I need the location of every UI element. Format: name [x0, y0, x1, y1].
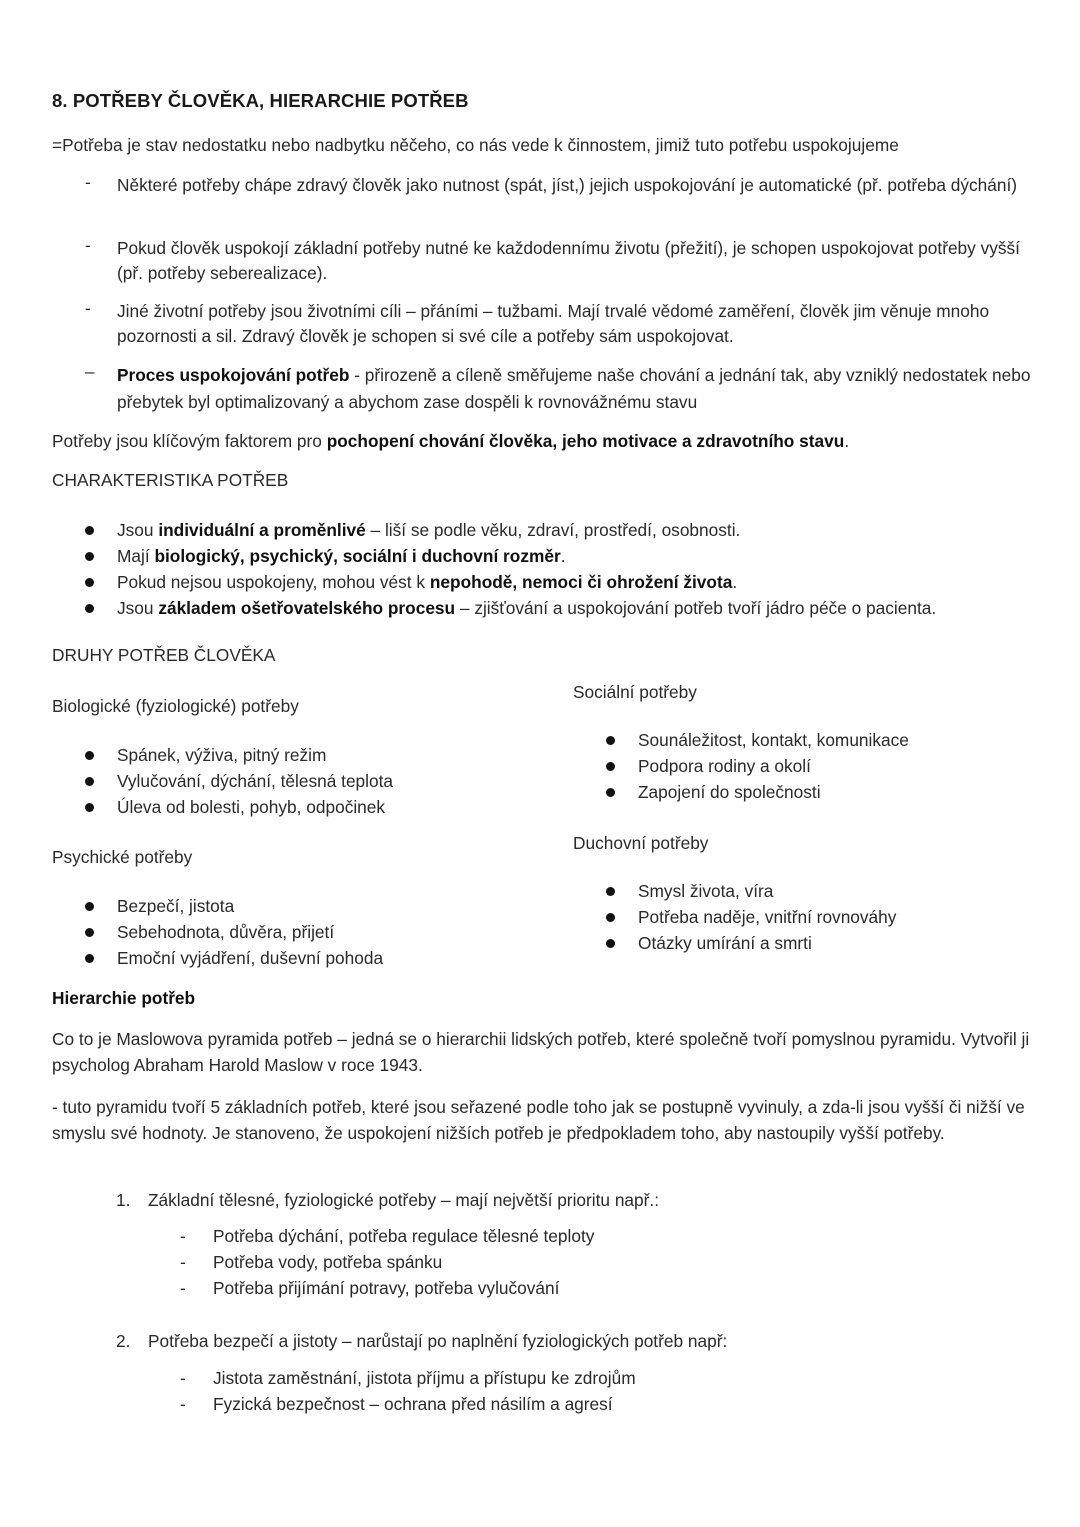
hierarchy-paragraph-1: Co to je Maslowova pyramida potřeb – jedná se o hierarchii lidských potřeb, které společně tvoří pomyslnou pyramidu. Vytvořil ji psycholog Abraham Harold Maslow v roce 1943.	[52, 1029, 1030, 1075]
item-number: 1.	[116, 1190, 131, 1210]
bullet-icon	[606, 939, 615, 948]
characteristics-heading: CHARAKTERISTIKA POTŘEB	[52, 470, 289, 490]
dash-marker: -	[85, 299, 91, 318]
dash-item-text: Jiné životní potřeby jsou životními cíli – přáními – tužbami. Mají trvalé vědomé zaměření, člověk jim věnuje mnoho pozornosti a sil. Zdravý člověk je schopen si své cíle a potřeby sám uspokojovat.	[117, 301, 990, 346]
dash-list-item	[85, 299, 1035, 349]
list-item	[180, 1223, 594, 1249]
list-item	[85, 794, 393, 820]
dash-marker: -	[85, 173, 91, 192]
bullet-icon	[606, 887, 615, 896]
bold-term: Proces uspokojování potřeb	[117, 365, 350, 385]
social-heading: Sociální potřeby	[573, 682, 697, 702]
dash-item-text: Pokud člověk uspokojí základní potřeby nutné ke každodennímu životu (přežití), je schopen uspokojovat potřeby vyšší (př. potřeby seberealizace).	[117, 238, 1020, 283]
list-item	[606, 904, 896, 930]
definition-text: je stav nedostatku nebo nadbytku něčeho, co nás vede k činnostem, jimiž tuto potřebu uspokojujeme	[122, 135, 899, 155]
item-number: 2.	[116, 1331, 131, 1351]
numbered-item	[116, 1187, 659, 1213]
list-item	[85, 595, 936, 621]
bullet-icon	[85, 578, 94, 587]
psychical-heading: Psychické potřeby	[52, 847, 193, 867]
bullet-icon	[606, 788, 615, 797]
numbered-item	[116, 1328, 727, 1354]
list-item	[85, 569, 936, 595]
item-text: Základní tělesné, fyziologické potřeby – mají největší prioritu např.:	[148, 1190, 660, 1210]
item-text: Sounáležitost, kontakt, komunikace	[638, 730, 909, 750]
characteristics-list	[85, 517, 936, 621]
item-pre: Jsou	[117, 520, 159, 540]
item-text: Potřeba vody, potřeba spánku	[213, 1252, 443, 1272]
item-text: Smysl života, víra	[638, 881, 774, 901]
list-item	[606, 727, 909, 753]
list-item	[180, 1249, 594, 1275]
bullet-icon	[606, 762, 615, 771]
item-text: Zapojení do společnosti	[638, 782, 821, 802]
item-bold: biologický, psychický, sociální i duchovní rozměr	[154, 546, 561, 566]
item-text: Emoční vyjádření, duševní pohoda	[117, 948, 384, 968]
list-item	[85, 543, 936, 569]
item-text: Fyzická bezpečnost – ochrana před násilím a agresí	[213, 1394, 613, 1414]
list-item	[180, 1275, 594, 1301]
bullet-icon	[606, 913, 615, 922]
bullet-icon	[85, 604, 94, 613]
list-item	[606, 753, 909, 779]
dash-marker: –	[85, 362, 95, 381]
dash-marker: -	[180, 1226, 186, 1246]
bullet-icon	[85, 552, 94, 561]
bullet-icon	[606, 736, 615, 745]
item-text: Spánek, výživa, pitný režim	[117, 745, 327, 765]
list-item	[85, 945, 383, 971]
dash-marker: -	[85, 236, 91, 255]
dash-item-rest: - přirozeně a cíleně směřujeme naše chování a jednání tak, aby vzniklý nedostatek nebo přebytek byl optimalizovaný a abychom zase dospěli k rovnovážnému stavu	[117, 365, 1031, 412]
list-item	[606, 930, 896, 956]
key-factor-paragraph	[52, 428, 849, 454]
spiritual-list	[606, 878, 896, 956]
item-text: Vylučování, dýchání, tělesná teplota	[117, 771, 394, 791]
bullet-icon	[85, 803, 94, 812]
hierarchy-paragraph-2: - tuto pyramidu tvoří 5 základních potřeb, které jsou seřazené podle toho jak se postupně vyvinuly, a zda-li jsou vyšší či nižší ve smyslu své hodnoty. Je stanoveno, že uspokojení nižších potřeb je předpokladem toho, aby nastoupily vyšší potřeby.	[52, 1097, 1025, 1143]
dash-list-item	[85, 236, 1035, 286]
bullet-icon	[85, 954, 94, 963]
list-item	[85, 893, 383, 919]
key-factor-prefix: Potřeby jsou klíčovým faktorem pro	[52, 431, 327, 451]
definition-paragraph	[52, 132, 1032, 158]
dash-marker: -	[180, 1278, 186, 1298]
item-pre: Mají	[117, 546, 155, 566]
social-list	[606, 727, 909, 805]
item-text: Otázky umírání a smrti	[638, 933, 812, 953]
item-text: Potřeba dýchání, potřeba regulace tělesné teploty	[213, 1226, 595, 1246]
item-post: .	[560, 546, 566, 566]
item-post: .	[732, 572, 738, 592]
item-text: Úleva od bolesti, pohyb, odpočinek	[117, 797, 386, 817]
sub-dash-list	[180, 1365, 636, 1417]
dash-item-text	[117, 362, 1035, 416]
types-heading: DRUHY POTŘEB ČLOVĚKA	[52, 645, 276, 665]
biological-heading: Biologické (fyziologické) potřeby	[52, 696, 299, 716]
item-post: – liší se podle věku, zdraví, prostředí, osobnosti.	[365, 520, 741, 540]
item-text: Potřeba naděje, vnitřní rovnováhy	[638, 907, 897, 927]
item-bold: nepohodě, nemoci či ohrožení života	[429, 572, 733, 592]
dash-list-item	[85, 173, 1035, 198]
item-post: – zjišťování a uspokojování potřeb tvoří jádro péče o pacienta.	[455, 598, 937, 618]
dash-list-item	[85, 362, 1035, 416]
dash-item-text: Některé potřeby chápe zdravý člověk jako nutnost (spát, jíst,) jejich uspokojování je automatické (př. potřeba dýchání)	[117, 175, 1018, 195]
bullet-icon	[85, 777, 94, 786]
page-title: 8. POTŘEBY ČLOVĚKA, HIERARCHIE POTŘEB	[52, 90, 469, 111]
list-item	[606, 779, 909, 805]
dash-marker: -	[180, 1252, 186, 1272]
item-pre: Pokud nejsou uspokojeny, mohou vést k	[117, 572, 430, 592]
item-bold: základem ošetřovatelského procesu	[158, 598, 456, 618]
list-item	[85, 517, 936, 543]
key-factor-bold: pochopení chování člověka, jeho motivace a zdravotního stavu	[326, 431, 845, 451]
list-item	[85, 919, 383, 945]
item-bold: individuální a proměnlivé	[158, 520, 366, 540]
item-text: Potřeba bezpečí a jistoty – narůstají po naplnění fyziologických potřeb např:	[148, 1331, 728, 1351]
item-pre: Jsou	[117, 598, 159, 618]
item-text: Bezpečí, jistota	[117, 896, 235, 916]
biological-list	[85, 742, 393, 820]
definition-term: =Potřeba	[52, 135, 123, 155]
bullet-icon	[85, 902, 94, 911]
list-item	[85, 742, 393, 768]
dash-marker: -	[180, 1394, 186, 1414]
key-factor-suffix: .	[844, 431, 850, 451]
list-item	[180, 1365, 636, 1391]
psychical-list	[85, 893, 383, 971]
dash-marker: -	[180, 1368, 186, 1388]
bullet-icon	[85, 928, 94, 937]
item-text: Potřeba přijímání potravy, potřeba vylučování	[213, 1278, 560, 1298]
list-item	[180, 1391, 636, 1417]
item-text: Jistota zaměstnání, jistota příjmu a přístupu ke zdrojům	[213, 1368, 636, 1388]
item-text: Sebehodnota, důvěra, přijetí	[117, 922, 335, 942]
item-text: Podpora rodiny a okolí	[638, 756, 811, 776]
list-item	[85, 768, 393, 794]
bullet-icon	[85, 751, 94, 760]
hierarchy-heading: Hierarchie potřeb	[52, 988, 196, 1008]
sub-dash-list	[180, 1223, 594, 1301]
spiritual-heading: Duchovní potřeby	[573, 833, 709, 853]
bullet-icon	[85, 526, 94, 535]
list-item	[606, 878, 896, 904]
